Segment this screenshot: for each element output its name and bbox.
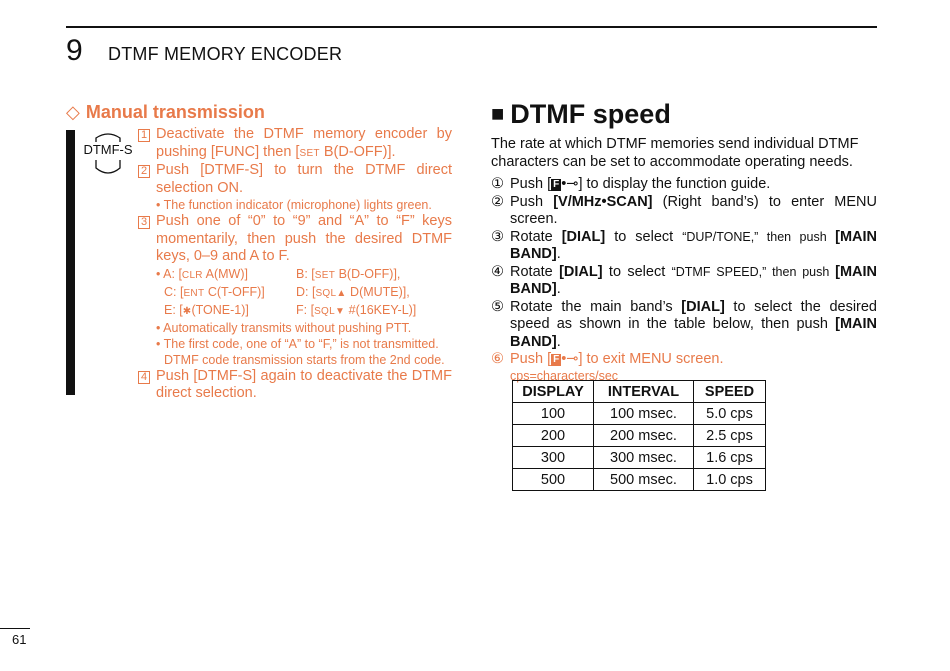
table-header-row	[513, 381, 766, 403]
manual-steps	[138, 126, 452, 403]
diamond-icon: ◇	[66, 102, 80, 122]
table-row	[513, 425, 766, 447]
table-cell: 200 msec.	[594, 425, 694, 447]
note-first-code: • The first code, one of “A” to “F,” is not transmitted.	[156, 336, 439, 351]
speed-intro: The rate at which DTMF memories send individual DTMF characters can be set to accommodate operating needs.	[491, 136, 859, 170]
manual-step-2: 2 Push [DTMF-S] to turn the DTMF direct selection ON.	[138, 162, 452, 197]
manual-step-3: 3 Push one of “0” to “9” and “A” to “F” keys momentarily, then push the desired DTMF keys, 0–9 and A to F.	[138, 213, 452, 266]
table-cell: 300	[513, 447, 594, 469]
dtmf-speed-heading: ■ DTMF speed	[491, 99, 671, 129]
top-rule	[66, 26, 877, 28]
chapter-number: 9	[66, 34, 83, 67]
sidebar-bar	[66, 130, 75, 395]
footer-rule	[0, 628, 30, 629]
manual-transmission-heading: ◇ Manual transmission	[66, 102, 265, 122]
table-row	[513, 447, 766, 469]
step2-note: • The function indicator (microphone) lights green.	[156, 198, 432, 212]
table-cell: 1.6 cps	[694, 447, 766, 469]
table-cell: 500 msec.	[594, 469, 694, 491]
speed-step-2: ② Push [V/MHz•SCAN] (Right band’s) to enter MENU screen.	[491, 193, 877, 227]
table-cell: 2.5 cps	[694, 425, 766, 447]
cps-note: cps=characters/sec	[510, 368, 619, 383]
speed-step-6: ⑥ Push [ F •⊸] to exit MENU screen.	[491, 351, 724, 367]
chapter-title: DTMF MEMORY ENCODER	[108, 44, 343, 64]
table-row	[513, 469, 766, 491]
table-cell: 100 msec.	[594, 403, 694, 425]
manual-step-1: 1 Deactivate the DTMF memory encoder by pushing [FUNC] then [SET B(D-OFF)].	[138, 126, 452, 162]
key-row-3: E: [✱(TONE-1)] F: [SQL▼ #(16KEY-L)]	[164, 302, 417, 317]
table-cell: 100	[513, 403, 594, 425]
note-first-code-2: DTMF code transmission starts from the 2nd code.	[164, 352, 445, 367]
table-cell: 5.0 cps	[694, 403, 766, 425]
speed-table	[512, 380, 766, 491]
f-key-icon: F	[553, 179, 560, 190]
speed-step-3: ③ Rotate [DIAL] to select “DUP/TONE,” then push [MAIN BAND].	[491, 228, 877, 262]
speed-step-5: ⑤ Rotate the main band’s [DIAL] to select the desired speed as shown in the table below, then push [MAIN BAND].	[491, 298, 877, 350]
table-cell: 1.0 cps	[694, 469, 766, 491]
note-auto-transmit: • Automatically transmits without pushing PTT.	[156, 320, 412, 335]
table-cell: 200	[513, 425, 594, 447]
table-cell: 300 msec.	[594, 447, 694, 469]
speed-steps	[491, 176, 877, 384]
table-header: SPEED	[694, 381, 766, 403]
table-cell: 500	[513, 469, 594, 491]
speed-step-4: ④ Rotate [DIAL] to select “DTMF SPEED,” then push [MAIN BAND].	[491, 263, 878, 297]
table-header: INTERVAL	[594, 381, 694, 403]
key-row-2: C: [ENT C(T-OFF)] D: [SQL▲ D(MUTE)],	[164, 284, 410, 299]
f-key-icon: F	[553, 354, 560, 365]
key-row-1: • A: [CLR A(MW)] B: [SET B(D-OFF)],	[156, 266, 401, 281]
square-icon: ■	[491, 101, 505, 126]
table-row	[513, 403, 766, 425]
table-header: DISPLAY	[513, 381, 594, 403]
page-number: 61	[12, 632, 27, 647]
manual-step-4: 4 Push [DTMF-S] again to deactivate the DTMF direct selection.	[138, 368, 452, 403]
dtmf-key-label: DTMF-S	[83, 142, 133, 157]
speed-step-1: ① Push [ F •⊸] to display the function guide.	[491, 176, 771, 192]
